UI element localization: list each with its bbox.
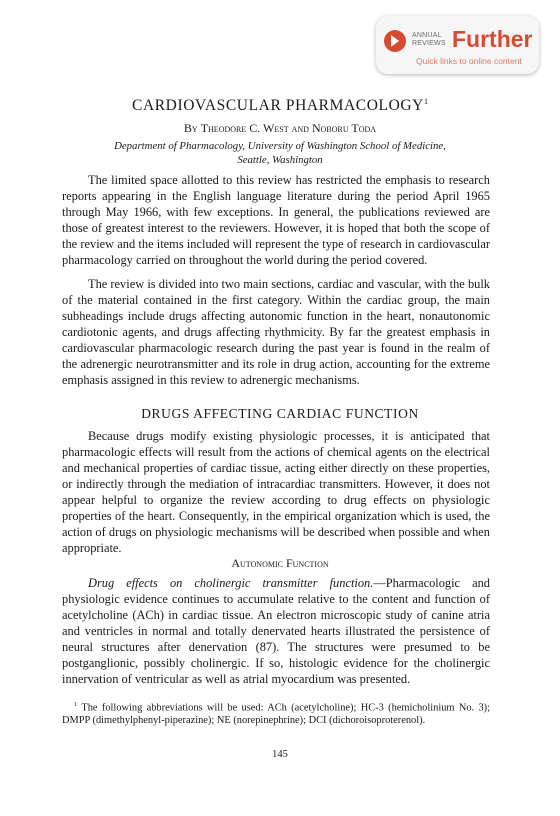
section-paragraph: Because drugs modify existing physiologic processes, it is anticipated that pharmacologic effects will result from the actions of chemical agents on the electrical and mechanical properties of cardiac tissue, acting either directly on these properties, or indirectly through the mediation of intracardiac transmitters. However, it does not appear helpful to organize the review according to drug effects on physiologic properties of the heart. Consequently, in the empirical organization which is used, the action of drugs on physiologic mechanisms will be described when possible and when appropriate. — [62, 429, 490, 555]
annual-text: ANNUAL — [412, 32, 442, 39]
footnote-text: The following abbreviations will be used: ACh (acetylcholine); HC-3 (hemicholinium No. 3); DMPP (dimethylphenyl-piperazine); NE (norepinephrine); DCI (dichoroisoproterenol). — [62, 702, 490, 727]
page-number: 145 — [272, 749, 288, 760]
further-title: Further — [452, 26, 533, 52]
intro-paragraph-2: The review is divided into two main sections, cardiac and vascular, with the bulk of the material contained in the first category. Within the cardiac group, the main subheadings include drugs affecting autonomic function in the heart, nonautonomic cardiotonic agents, and drugs affecting rhythmicity. By far the greatest emphasis in cardiovascular pharmacologic research during the past year is found in the realm of the adrenergic neurotransmitter and its role in drug action, accounting for the extreme emphasis assigned in this review to adrenergic mechanisms. — [62, 277, 490, 387]
article-title-text: CARDIOVASCULAR PHARMACOLOGY — [132, 97, 424, 115]
footnote — [62, 698, 490, 727]
article-title — [0, 92, 560, 116]
section-heading: DRUGS AFFECTING CARDIAC FUNCTION — [141, 406, 419, 421]
further-subtitle: Quick links to online content — [416, 56, 522, 66]
annual-reviews-wordmark — [412, 32, 448, 48]
subsection-heading: Autonomic Function — [231, 556, 329, 570]
runin-body: —Pharmacologic and physiologic evidence continues to accumulate relative to the content and function of acetylcholine (ACh) in cardiac tissue. An electron microscopic study of canine atria and ventricles in normal and totally denervated hearts illustrated the persistence of neural structures after denervation (87). The structures were presumed to be postganglionic, possibly cholinergic. If so, histologic evidence for the cholinergic innervation of ventricular as well as atrial myocardium was presented. — [62, 576, 491, 686]
affiliation-line-1: Department of Pharmacology, University of Washington School of Medicine, — [114, 140, 446, 152]
author-affiliation — [0, 139, 560, 167]
and-word: and — [291, 121, 309, 135]
cholinergic-paragraph — [62, 575, 490, 687]
annual-reviews-logo-icon — [384, 30, 406, 52]
intro-paragraph-1: The limited space allotted to this review has restricted the emphasis to research reports appearing in the English language literature during the period April 1965 through May 1966, with few exceptions. In general, the publications reviewed are those of greatest interest to the reviewers. However, it is hoped that both the scope of the review and the items included will represent the type of research in cardiovascular pharmacology carried on throughout the world during the period covered. — [62, 173, 490, 267]
further-badge-link[interactable] — [376, 16, 539, 74]
affiliation-line-2: Seattle, Washington — [237, 154, 323, 166]
author-toda: Noboru Toda — [311, 121, 377, 135]
reviews-text: REVIEWS — [412, 40, 446, 47]
runin-heading: Drug effects on cholinergic transmitter function. — [88, 576, 374, 590]
author-west: Theodore C. West — [200, 121, 289, 135]
article-authors — [0, 121, 560, 136]
footnote-marker: 1 — [74, 701, 78, 708]
by-word: By — [183, 121, 198, 135]
title-footnote-marker: 1 — [423, 97, 428, 106]
